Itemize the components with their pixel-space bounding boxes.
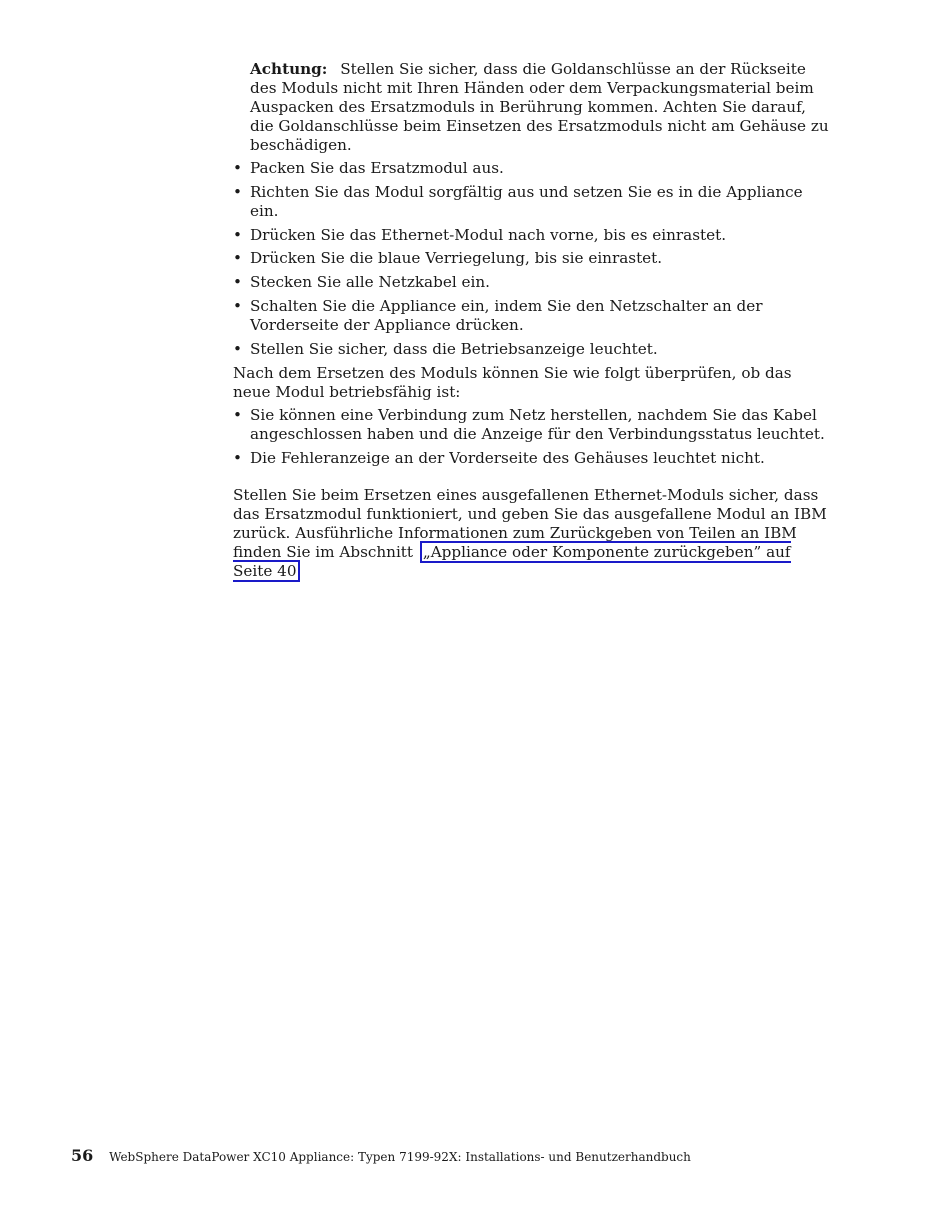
list-item: • Stecken Sie alle Netzkabel ein. [233,273,833,292]
cross-reference-link[interactable]: „Appliance oder Komponente zurückgeben” auf Seite 40 [233,542,791,580]
section-gap [233,473,833,486]
attention-label: Achtung: [250,60,328,78]
list-item: • Drücken Sie das Ethernet-Modul nach vorne, bis es einrastet. [233,226,833,245]
list-item: • Drücken Sie die blaue Verriegelung, bis sie einrastet. [233,249,833,268]
attention-note [250,60,833,155]
list-item: • Richten Sie das Modul sorgfältig aus und setzen Sie es in die Appliance ein. [233,183,833,221]
page-content [233,60,833,586]
list-item: • Die Fehleranzeige an der Vorderseite des Gehäuses leuchtet nicht. [233,449,833,468]
verify-steps-list [233,406,833,468]
attention-text: Stellen Sie sicher, dass die Goldanschlüsse an der Rückseite des Moduls nicht mit Ihren Händen oder dem Verpackungsmaterial beim Auspacken des Ersatzmoduls in Berührung kommen. Achten Sie darauf, die Goldanschlüsse beim Einsetzen des Ersatzmoduls nicht am Gehäuse zu beschädigen. [250,60,829,154]
verify-intro: Nach dem Ersetzen des Moduls können Sie wie folgt überprüfen, ob das neue Modul betriebsfähig ist: [233,363,792,401]
list-item: • Stellen Sie sicher, dass die Betriebsanzeige leuchtet. [233,340,833,359]
page-footer [71,1146,691,1165]
replacement-steps-list [233,159,833,359]
list-item: • Sie können eine Verbindung zum Netz herstellen, nachdem Sie das Kabel angeschlossen haben und die Anzeige für den Verbindungsstatus leuchtet. [233,406,833,444]
footer-title: WebSphere DataPower XC10 Appliance: Typen 7199-92X: Installations- und Benutzerhandbuch [109,1150,691,1164]
page-number: 56 [71,1146,94,1165]
return-paragraph [233,486,833,581]
return-text: Stellen Sie beim Ersetzen eines ausgefallenen Ethernet-Moduls sicher, dass das Ersatzmodul funktioniert, und geben Sie das ausgefallene Modul an IBM zurück. Ausführliche Informationen zum Zurückgeben von Teilen an IBM finden Sie im Abschnitt [233,485,827,561]
list-item: • Schalten Sie die Appliance ein, indem Sie den Netzschalter an der Vorderseite der Appliance drücken. [233,297,833,335]
list-item: • Packen Sie das Ersatzmodul aus. [233,159,833,178]
